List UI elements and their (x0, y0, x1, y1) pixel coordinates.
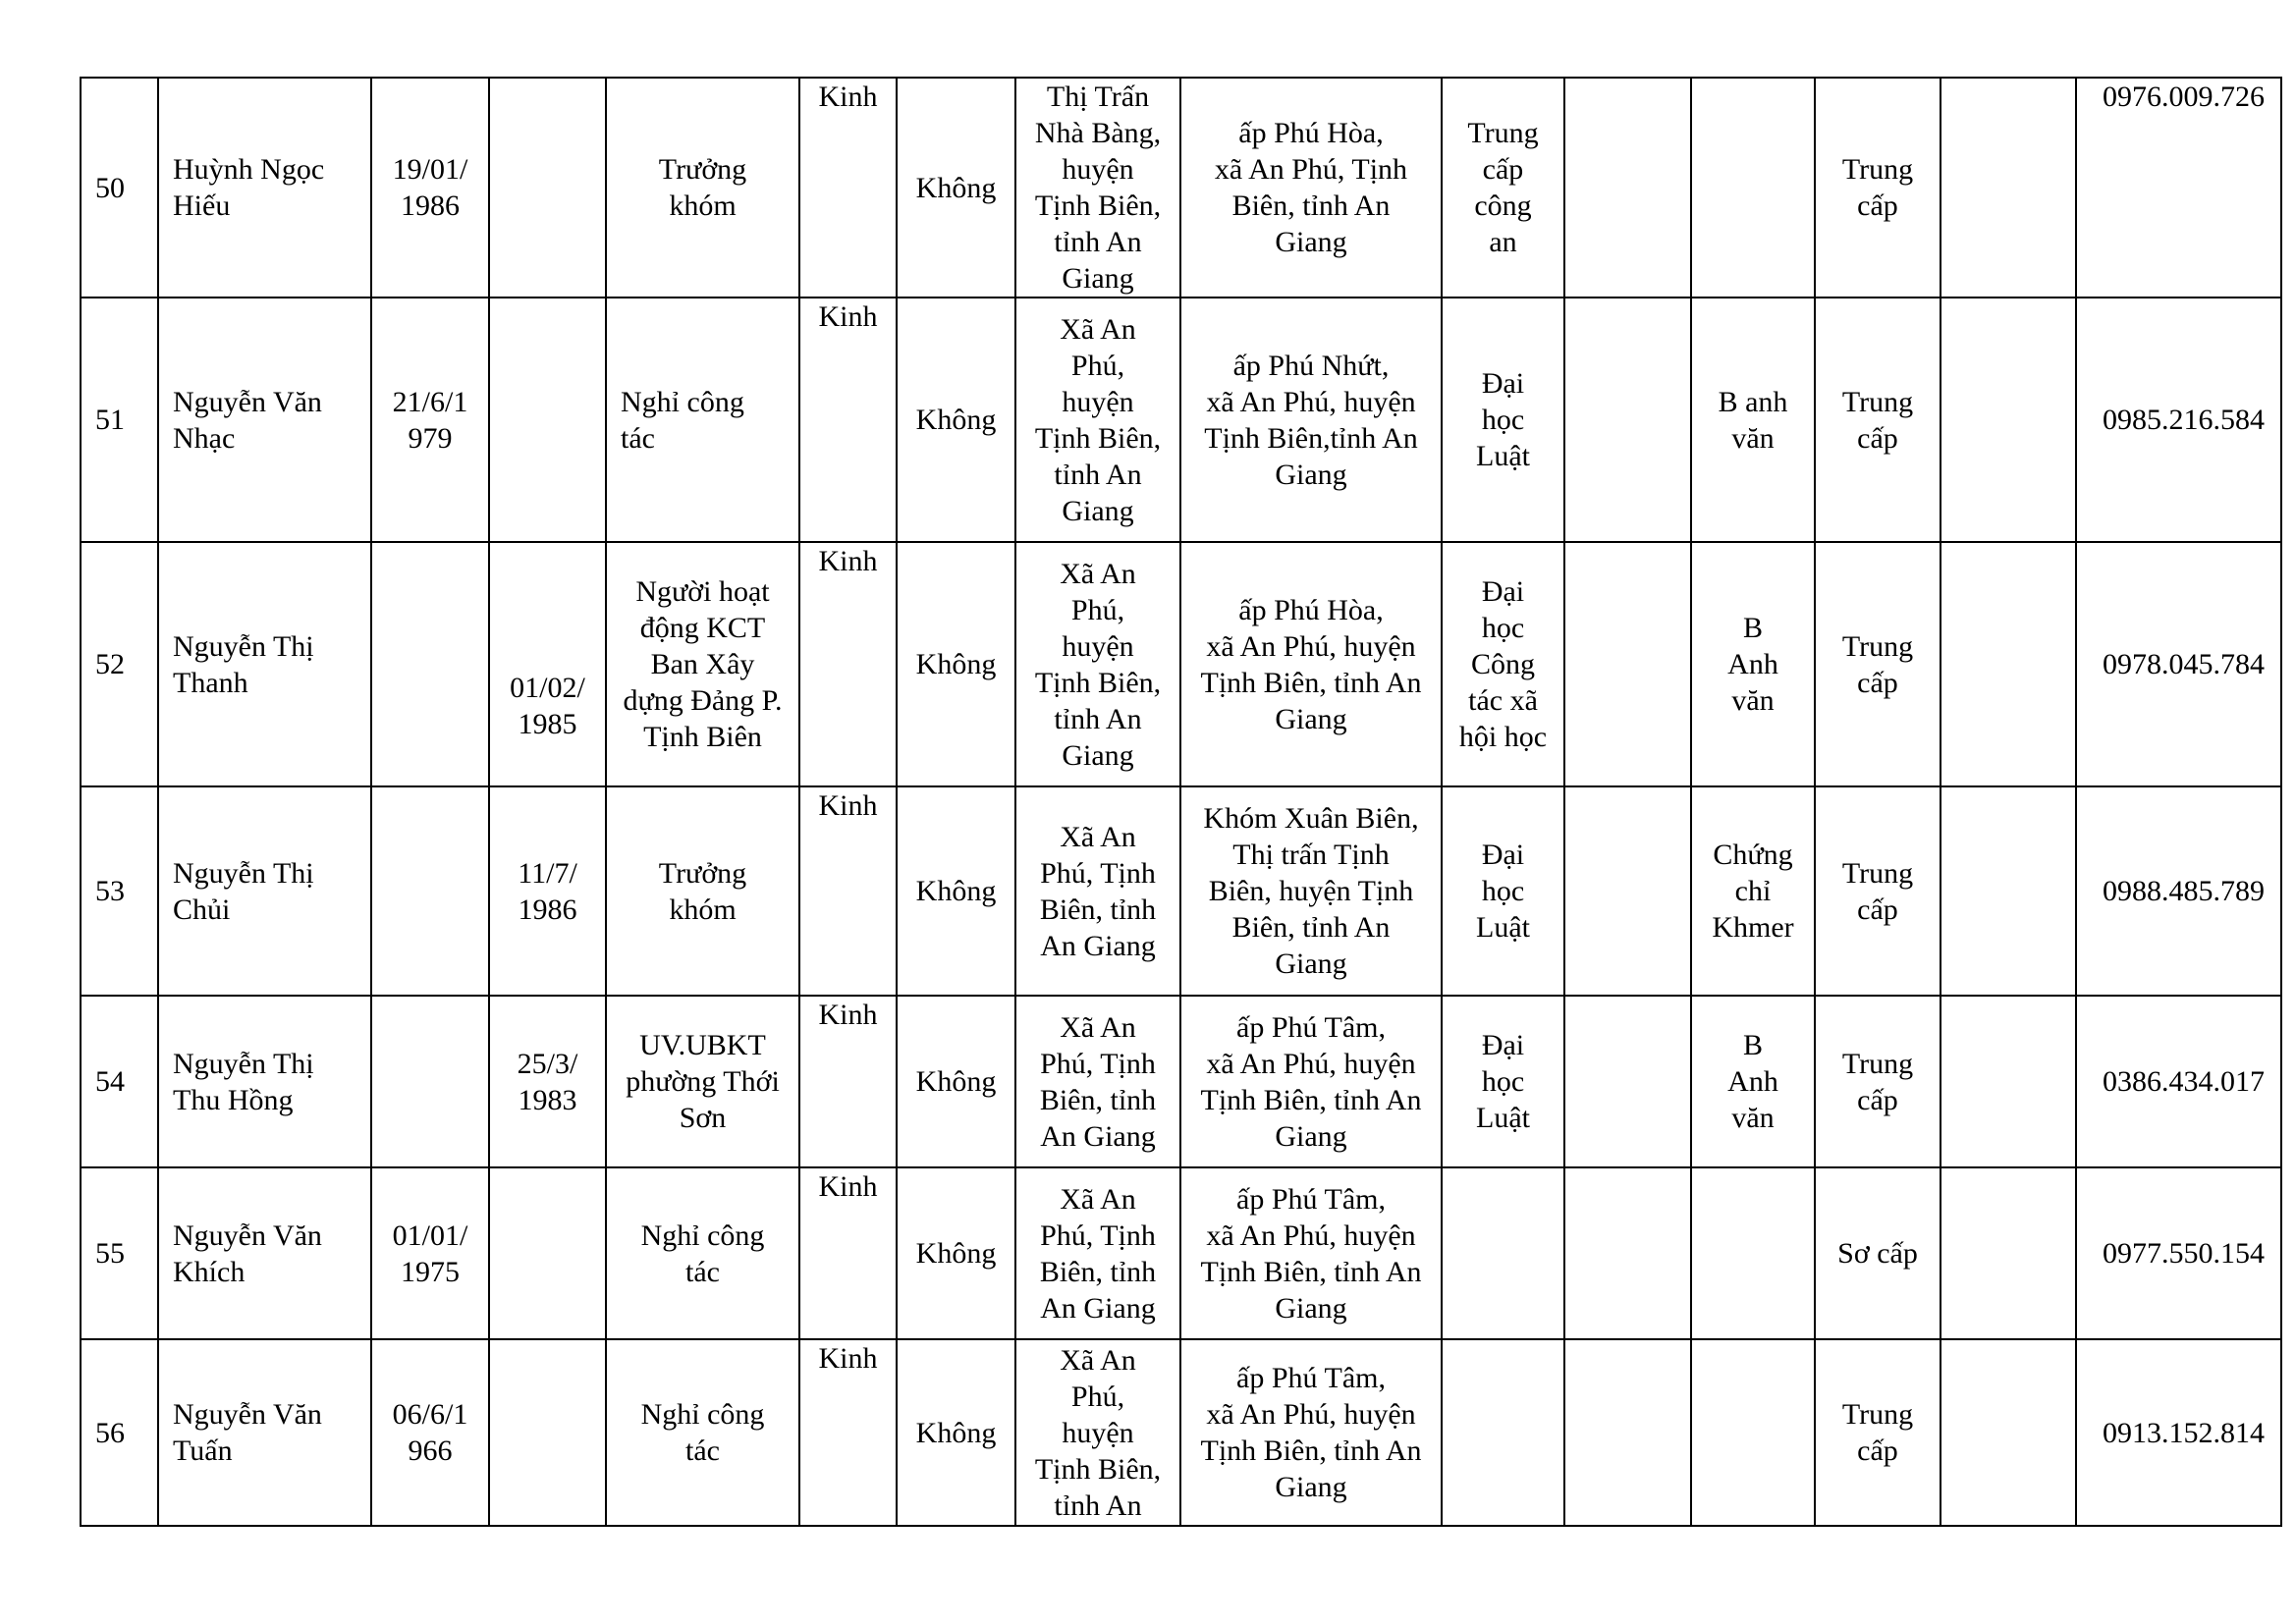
birth-date-female-cell (489, 542, 606, 786)
hometown-line: Biên, tỉnh (1039, 1255, 1157, 1288)
residence-line: xã An Phú, huyện (1206, 1398, 1416, 1431)
position-cell (606, 786, 799, 996)
position-line: UV.UBKT (639, 1029, 766, 1061)
residence-cell (1180, 542, 1442, 786)
row-number-cell (81, 786, 158, 996)
foreign-language-cell (1691, 1339, 1815, 1526)
hometown-line: Xã An (1060, 1010, 1136, 1044)
hometown-line: An Giang (1040, 929, 1156, 962)
table-body (81, 78, 2281, 1526)
hometown-line: huyện (1062, 629, 1134, 663)
political-theory-line: Trung (1841, 1047, 1914, 1080)
full-name-line: Nguyễn Văn (173, 1398, 322, 1431)
row-number: 53 (95, 875, 125, 907)
hometown-line: Tịnh Biên, (1034, 189, 1162, 222)
political-theory-line: Trung (1841, 153, 1914, 186)
hometown-line: Xã An (1060, 312, 1136, 346)
education-line: học (1481, 404, 1525, 436)
political-theory-line: cấp (1857, 421, 1898, 455)
foreign-language-cell (1691, 1167, 1815, 1339)
residence-line: Giang (1275, 226, 1347, 258)
phone-number-cell (2076, 298, 2281, 542)
foreign-language-line: văn (1731, 1102, 1775, 1134)
full-name-line: Hiếu (173, 189, 231, 222)
blank-cell-cell (1564, 542, 1691, 786)
residence-line: Giang (1275, 702, 1347, 735)
hometown-cell (1015, 786, 1180, 996)
phone-number-cell (2076, 1167, 2281, 1339)
political-theory-line: Sơ cấp (1837, 1237, 1918, 1270)
foreign-language-cell (1691, 786, 1815, 996)
education-line: Đại (1481, 367, 1525, 400)
birth-date-male-cell (371, 996, 489, 1167)
residence-line: Giang (1275, 1291, 1347, 1325)
hometown-line: Nhà Bàng, (1034, 117, 1162, 149)
position-cell (606, 1339, 799, 1526)
hometown-line: Giang (1062, 738, 1134, 772)
row-number-cell (81, 78, 158, 298)
birth-date-female-line: 1983 (518, 1083, 577, 1116)
row-number: 55 (95, 1237, 125, 1270)
education-line: học (1481, 1065, 1525, 1098)
religion-cell (897, 298, 1015, 542)
hometown-line: tỉnh An (1054, 702, 1142, 735)
full-name-line: Nguyễn Văn (173, 385, 322, 418)
birth-date-male-line: 1975 (401, 1255, 460, 1288)
birth-date-male-line: 21/6/1 (392, 385, 468, 418)
hometown-line: Phú, (1070, 1380, 1125, 1413)
political-theory-cell (1815, 996, 1941, 1167)
phone-number-cell (2076, 542, 2281, 786)
blank-cell-cell (1941, 78, 2076, 298)
political-theory-cell (1815, 78, 1941, 298)
row-number-cell (81, 996, 158, 1167)
phone-number: 0976.009.726 (2103, 81, 2265, 113)
position-line: Nghỉ công (640, 1218, 765, 1252)
religion-cell (897, 78, 1015, 298)
row-number-cell (81, 1167, 158, 1339)
hometown-line: Biên, tỉnh (1039, 1083, 1157, 1116)
residence-cell (1180, 786, 1442, 996)
position-line: Nghỉ công (640, 1398, 765, 1431)
political-theory-line: cấp (1857, 1083, 1898, 1116)
phone-number: 0977.550.154 (2103, 1237, 2265, 1270)
residence-line: Giang (1275, 1119, 1347, 1153)
ethnicity: Kinh (818, 300, 878, 333)
hometown-line: huyện (1062, 385, 1134, 418)
hometown-line: An Giang (1040, 1119, 1156, 1153)
hometown-cell (1015, 542, 1180, 786)
birth-date-female-cell (489, 298, 606, 542)
foreign-language-line: B (1742, 1029, 1763, 1061)
row-number: 50 (95, 171, 125, 204)
birth-date-female-line: 1985 (518, 708, 577, 740)
residence-line: ấp Phú Hòa, (1238, 593, 1384, 626)
position-line: Trưởng (658, 856, 747, 890)
full-name-line: Nguyễn Thị (173, 629, 314, 663)
birth-date-male-cell (371, 1339, 489, 1526)
residence-line: ấp Phú Hòa, (1238, 117, 1384, 149)
full-name-line: Huỳnh Ngọc (173, 153, 325, 186)
political-theory-line: cấp (1857, 666, 1898, 699)
position-line: Người hoạt (635, 575, 770, 608)
position-line: phường Thới (626, 1065, 780, 1098)
religion: Không (915, 1237, 997, 1270)
position-cell (606, 542, 799, 786)
birth-date-female-line: 25/3/ (517, 1047, 578, 1080)
blank-cell-cell (1941, 1167, 2076, 1339)
hometown-line: Tịnh Biên, (1034, 666, 1162, 699)
religion-cell (897, 1339, 1015, 1526)
table-row (81, 78, 2281, 298)
residence-line: xã An Phú, Tịnh (1214, 153, 1408, 186)
foreign-language-line: B anh (1718, 385, 1788, 418)
education-line: công (1474, 189, 1532, 222)
birth-date-female-cell (489, 78, 606, 298)
position-line: tác (621, 421, 655, 455)
position-line: Trưởng (658, 153, 747, 186)
residence-line: Thị trấn Tịnh (1232, 839, 1390, 871)
birth-date-female-cell (489, 996, 606, 1167)
residence-line: Tịnh Biên,tỉnh An (1204, 421, 1418, 455)
table-row (81, 298, 2281, 542)
phone-number-cell (2076, 786, 2281, 996)
education-line: tác xã (1468, 684, 1538, 717)
full-name-line: Thu Hồng (173, 1083, 294, 1116)
position-cell (606, 298, 799, 542)
row-number: 52 (95, 648, 125, 680)
hometown-line: Phú, Tịnh (1040, 856, 1156, 890)
birth-date-female-cell (489, 1339, 606, 1526)
hometown-cell (1015, 1339, 1180, 1526)
religion-cell (897, 786, 1015, 996)
blank-cell-cell (1564, 786, 1691, 996)
religion: Không (915, 875, 997, 907)
full-name-line: Nguyễn Văn (173, 1218, 322, 1252)
table-row (81, 1339, 2281, 1526)
hometown-line: An Giang (1040, 1291, 1156, 1325)
political-theory-cell (1815, 542, 1941, 786)
birth-date-female-line: 1986 (518, 893, 577, 926)
education-line: học (1481, 612, 1525, 644)
blank-cell-cell (1941, 298, 2076, 542)
phone-number: 0985.216.584 (2103, 404, 2265, 436)
education-line: cấp (1482, 153, 1524, 186)
residence-line: ấp Phú Tâm, (1236, 1010, 1386, 1044)
education-cell (1442, 1339, 1564, 1526)
residence-line: Giang (1275, 458, 1347, 491)
phone-number: 0913.152.814 (2103, 1416, 2265, 1449)
foreign-language-cell (1691, 78, 1815, 298)
education-line: học (1481, 875, 1525, 907)
political-theory-cell (1815, 1167, 1941, 1339)
full-name-line: Nguyễn Thị (173, 1047, 314, 1080)
education-line: Đại (1481, 839, 1525, 871)
phone-number: 0978.045.784 (2103, 648, 2265, 680)
birth-date-male-line: 1986 (401, 189, 460, 222)
residence-cell (1180, 1339, 1442, 1526)
ethnicity-cell (799, 78, 897, 298)
row-number-cell (81, 542, 158, 786)
ethnicity: Kinh (818, 1170, 878, 1203)
table-row (81, 786, 2281, 996)
political-theory-line: Trung (1841, 856, 1914, 890)
hometown-cell (1015, 996, 1180, 1167)
table-row (81, 1167, 2281, 1339)
phone-number-cell (2076, 78, 2281, 298)
ethnicity-cell (799, 786, 897, 996)
ethnicity-cell (799, 298, 897, 542)
candidate-table (80, 77, 2282, 1527)
foreign-language-line: văn (1731, 684, 1775, 717)
political-theory-cell (1815, 786, 1941, 996)
education-line: hội học (1458, 721, 1548, 753)
birth-date-female-line: 11/7/ (518, 856, 577, 890)
full-name-line: Thanh (173, 666, 248, 699)
full-name-cell (158, 542, 371, 786)
blank-cell-cell (1941, 996, 2076, 1167)
political-theory-line: Trung (1841, 1398, 1914, 1431)
religion: Không (915, 171, 997, 204)
hometown-line: Phú, Tịnh (1040, 1218, 1156, 1252)
ethnicity-cell (799, 996, 897, 1167)
residence-line: Tịnh Biên, tỉnh An (1200, 1435, 1422, 1467)
birth-date-male-line: 19/01/ (392, 153, 468, 186)
political-theory-line: Trung (1841, 385, 1914, 418)
position-line: Nghỉ công (621, 385, 744, 418)
blank-cell-cell (1564, 78, 1691, 298)
position-line: tác (685, 1435, 720, 1467)
position-cell (606, 1167, 799, 1339)
residence-line: xã An Phú, huyện (1206, 1047, 1416, 1080)
education-line: Luật (1476, 1102, 1530, 1134)
residence-line: xã An Phú, huyện (1206, 1218, 1416, 1252)
full-name-line: Nhạc (173, 421, 236, 455)
religion-cell (897, 1167, 1015, 1339)
ethnicity: Kinh (818, 545, 878, 577)
foreign-language-cell (1691, 298, 1815, 542)
religion-cell (897, 996, 1015, 1167)
hometown-line: Thị Trấn (1046, 81, 1150, 113)
ethnicity-cell (799, 1339, 897, 1526)
education-cell (1442, 996, 1564, 1167)
residence-line: ấp Phú Tâm, (1236, 1182, 1386, 1216)
hometown-cell (1015, 298, 1180, 542)
residence-line: Khóm Xuân Biên, (1203, 802, 1419, 835)
birth-date-male-line: 06/6/1 (392, 1398, 468, 1431)
birth-date-male-line: 01/01/ (392, 1218, 468, 1252)
birth-date-female-line: 01/02/ (510, 672, 585, 704)
political-theory-line: Trung (1841, 629, 1914, 663)
education-cell (1442, 1167, 1564, 1339)
religion: Không (915, 648, 997, 680)
foreign-language-line: Anh (1727, 1065, 1778, 1098)
birth-date-male-line: 966 (408, 1435, 453, 1467)
full-name-cell (158, 996, 371, 1167)
ethnicity: Kinh (818, 789, 878, 822)
full-name-cell (158, 78, 371, 298)
birth-date-male-cell (371, 298, 489, 542)
phone-number-cell (2076, 1339, 2281, 1526)
foreign-language-line: Anh (1727, 648, 1778, 680)
hometown-line: tỉnh An (1054, 1489, 1142, 1522)
education-line: Đại (1481, 1029, 1525, 1061)
education-line: Công (1470, 648, 1535, 680)
residence-line: Giang (1275, 1471, 1347, 1503)
education-line: an (1489, 226, 1517, 258)
residence-cell (1180, 298, 1442, 542)
political-theory-cell (1815, 298, 1941, 542)
residence-line: xã An Phú, huyện (1206, 385, 1416, 418)
ethnicity-cell (799, 1167, 897, 1339)
blank-cell-cell (1941, 786, 2076, 996)
hometown-line: Giang (1062, 494, 1134, 527)
hometown-line: Xã An (1060, 1343, 1136, 1377)
foreign-language-line: chỉ (1734, 875, 1772, 907)
hometown-line: tỉnh An (1054, 226, 1142, 258)
blank-cell-cell (1564, 996, 1691, 1167)
hometown-line: Xã An (1060, 820, 1136, 853)
political-theory-cell (1815, 1339, 1941, 1526)
political-theory-line: cấp (1857, 893, 1898, 926)
full-name-cell (158, 786, 371, 996)
hometown-line: Xã An (1060, 1182, 1136, 1216)
row-number: 54 (95, 1065, 125, 1098)
residence-line: Giang (1275, 947, 1347, 980)
blank-cell-cell (1564, 1339, 1691, 1526)
ethnicity: Kinh (818, 81, 878, 113)
blank-cell-cell (1941, 542, 2076, 786)
full-name-line: Khích (173, 1255, 246, 1288)
birth-date-male-cell (371, 78, 489, 298)
blank-cell-cell (1564, 1167, 1691, 1339)
hometown-cell (1015, 78, 1180, 298)
full-name-line: Tuấn (173, 1435, 233, 1467)
birth-date-male-cell (371, 542, 489, 786)
hometown-line: Biên, tỉnh (1039, 893, 1157, 926)
education-cell (1442, 542, 1564, 786)
blank-cell-cell (1564, 298, 1691, 542)
full-name-line: Nguyễn Thị (173, 856, 314, 890)
row-number-cell (81, 1339, 158, 1526)
ethnicity: Kinh (818, 1342, 878, 1375)
hometown-line: Giang (1062, 262, 1134, 295)
residence-line: xã An Phú, huyện (1206, 629, 1416, 663)
position-line: Sơn (679, 1102, 727, 1134)
residence-cell (1180, 996, 1442, 1167)
education-line: Trung (1467, 117, 1539, 149)
blank-cell-cell (1941, 1339, 2076, 1526)
ethnicity: Kinh (818, 999, 878, 1031)
position-cell (606, 996, 799, 1167)
political-theory-line: cấp (1857, 189, 1898, 222)
foreign-language-cell (1691, 996, 1815, 1167)
foreign-language-line: Chứng (1713, 839, 1793, 871)
residence-line: Tịnh Biên, tỉnh An (1200, 1255, 1422, 1288)
phone-number-cell (2076, 996, 2281, 1167)
residence-line: Biên, tỉnh An (1231, 189, 1391, 222)
hometown-line: huyện (1062, 1416, 1134, 1449)
foreign-language-line: văn (1731, 421, 1775, 455)
foreign-language-line: Khmer (1712, 911, 1794, 944)
birth-date-male-line: 979 (408, 421, 453, 455)
education-cell (1442, 786, 1564, 996)
position-line: Tịnh Biên (643, 721, 762, 753)
religion: Không (915, 1065, 997, 1098)
position-line: Ban Xây (650, 648, 755, 680)
hometown-line: Tịnh Biên, (1034, 1452, 1162, 1486)
residence-line: Tịnh Biên, tỉnh An (1200, 666, 1422, 699)
hometown-cell (1015, 1167, 1180, 1339)
table-row (81, 542, 2281, 786)
position-line: khóm (669, 893, 737, 926)
residence-cell (1180, 1167, 1442, 1339)
ethnicity-cell (799, 542, 897, 786)
hometown-line: Tịnh Biên, (1034, 421, 1162, 455)
hometown-line: tỉnh An (1054, 458, 1142, 491)
foreign-language-line: B (1742, 612, 1763, 644)
birth-date-male-cell (371, 786, 489, 996)
residence-line: Biên, tỉnh An (1231, 911, 1391, 944)
table-row (81, 996, 2281, 1167)
education-line: Luật (1476, 440, 1530, 472)
education-line: Đại (1481, 575, 1525, 608)
education-line: Luật (1476, 911, 1530, 944)
birth-date-male-cell (371, 1167, 489, 1339)
residence-line: Tịnh Biên, tỉnh An (1200, 1083, 1422, 1116)
row-number: 56 (95, 1416, 125, 1449)
full-name-line: Chủi (173, 893, 231, 926)
row-number: 51 (95, 404, 125, 436)
full-name-cell (158, 298, 371, 542)
row-number-cell (81, 298, 158, 542)
education-cell (1442, 78, 1564, 298)
hometown-line: Phú, (1070, 349, 1125, 382)
birth-date-female-cell (489, 1167, 606, 1339)
full-name-cell (158, 1167, 371, 1339)
hometown-line: Phú, Tịnh (1040, 1047, 1156, 1080)
foreign-language-cell (1691, 542, 1815, 786)
position-line: khóm (669, 189, 737, 222)
religion: Không (915, 404, 997, 436)
hometown-line: Phú, (1070, 593, 1125, 626)
political-theory-line: cấp (1857, 1435, 1898, 1467)
residence-cell (1180, 78, 1442, 298)
residence-line: ấp Phú Tâm, (1236, 1362, 1386, 1394)
position-cell (606, 78, 799, 298)
religion-cell (897, 542, 1015, 786)
position-line: dựng Đảng P. (623, 684, 783, 717)
education-cell (1442, 298, 1564, 542)
position-line: tác (685, 1255, 720, 1288)
phone-number: 0386.434.017 (2103, 1065, 2265, 1098)
hometown-line: huyện (1062, 153, 1134, 186)
birth-date-female-cell (489, 786, 606, 996)
hometown-line: Xã An (1060, 557, 1136, 590)
phone-number: 0988.485.789 (2103, 875, 2265, 907)
religion: Không (915, 1416, 997, 1449)
position-line: động KCT (639, 612, 766, 644)
full-name-cell (158, 1339, 371, 1526)
residence-line: ấp Phú Nhứt, (1232, 349, 1390, 382)
residence-line: Biên, huyện Tịnh (1208, 875, 1414, 907)
